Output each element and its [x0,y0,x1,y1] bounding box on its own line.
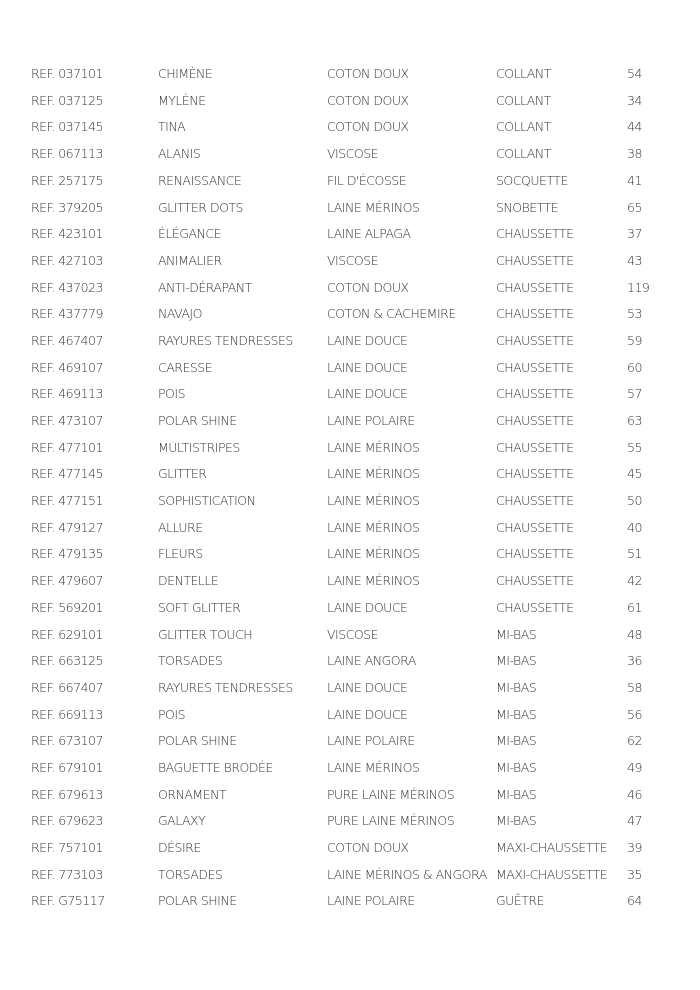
ref-cell: REF. 479135 [31,546,103,562]
name-cell: ALLURE [158,519,203,535]
ref-cell: REF. 663125 [31,653,103,669]
ref-cell: REF. 477101 [31,439,103,455]
page-number-cell: 34 [627,92,642,108]
type-cell: CHAUSSETTE [496,599,574,615]
type-cell: CHAUSSETTE [496,546,574,562]
type-cell: CHAUSSETTE [496,332,574,348]
name-cell: DÉSIRE [158,840,201,856]
table-row [31,488,661,515]
material-cell: LAINE MÉRINOS [327,439,420,455]
page-number-cell: 43 [627,252,642,268]
table-row [31,408,661,435]
material-cell: LAINE ALPAGA [327,226,411,242]
material-cell: VISCOSE [327,626,379,642]
page-number-cell: 48 [627,626,642,642]
type-cell: CHAUSSETTE [496,519,574,535]
material-cell: LAINE MÉRINOS [327,573,420,589]
page-number-cell: 61 [627,599,642,615]
ref-cell: REF. 423101 [31,226,103,242]
page-number-cell: 64 [627,893,642,909]
ref-cell: REF. 773103 [31,866,103,882]
page-number-cell: 44 [627,119,642,135]
material-cell: LAINE POLAIRE [327,893,415,909]
table-row [31,675,661,702]
material-cell: FIL D'ÉCOSSE [327,172,407,188]
type-cell: COLLANT [496,92,551,108]
page-number-cell: 46 [627,786,642,802]
table-row [31,301,661,328]
table-row [31,381,661,408]
page-number-cell: 59 [627,332,642,348]
ref-cell: REF. 437023 [31,279,103,295]
ref-cell: REF. 669113 [31,706,103,722]
type-cell: MI-BAS [496,733,537,749]
material-cell: LAINE POLAIRE [327,413,415,429]
name-cell: POIS [158,706,185,722]
name-cell: GLITTER TOUCH [158,626,253,642]
page-number-cell: 60 [627,359,642,375]
type-cell: CHAUSSETTE [496,466,574,482]
table-row [31,275,661,302]
material-cell: LAINE POLAIRE [327,733,415,749]
material-cell: LAINE DOUCE [327,359,408,375]
ref-cell: REF. 257175 [31,172,103,188]
material-cell: LAINE DOUCE [327,679,408,695]
type-cell: CHAUSSETTE [496,493,574,509]
ref-cell: REF. 479607 [31,573,103,589]
table-row [31,168,661,195]
page-number-cell: 40 [627,519,642,535]
name-cell: TORSADES [158,866,223,882]
type-cell: CHAUSSETTE [496,226,574,242]
ref-cell: REF. 679613 [31,786,103,802]
product-index-table [31,61,661,915]
product-index-rows [31,61,661,915]
type-cell: COLLANT [496,66,551,82]
material-cell: LAINE DOUCE [327,386,408,402]
table-row [31,141,661,168]
material-cell: VISCOSE [327,252,379,268]
material-cell: COTON DOUX [327,840,409,856]
page-number-cell: 58 [627,679,642,695]
ref-cell: REF. 037101 [31,66,103,82]
name-cell: ANTI-DÉRAPANT [158,279,252,295]
material-cell: PURE LAINE MÉRINOS [327,813,455,829]
type-cell: SOCQUETTE [496,172,568,188]
page-number-cell: 50 [627,493,642,509]
page-number-cell: 119 [627,279,650,295]
type-cell: MAXI-CHAUSSETTE [496,840,608,856]
type-cell: COLLANT [496,146,551,162]
name-cell: RENAISSANCE [158,172,242,188]
material-cell: LAINE DOUCE [327,332,408,348]
name-cell: POLAR SHINE [158,733,237,749]
ref-cell: REF. 037125 [31,92,103,108]
ref-cell: REF. 469107 [31,359,103,375]
ref-cell: REF. 569201 [31,599,103,615]
ref-cell: REF. 479127 [31,519,103,535]
material-cell: COTON DOUX [327,279,409,295]
page-number-cell: 41 [627,172,642,188]
ref-cell: REF. 437779 [31,306,103,322]
ref-cell: REF. 673107 [31,733,103,749]
type-cell: CHAUSSETTE [496,306,574,322]
type-cell: CHAUSSETTE [496,413,574,429]
name-cell: DENTELLE [158,573,219,589]
ref-cell: REF. 473107 [31,413,103,429]
page-number-cell: 35 [627,866,642,882]
material-cell: COTON DOUX [327,92,409,108]
page-number-cell: 56 [627,706,642,722]
name-cell: RAYURES TENDRESSES [158,679,293,695]
table-row [31,435,661,462]
name-cell: ANIMALIER [158,252,222,268]
material-cell: LAINE ANGORA [327,653,416,669]
type-cell: MI-BAS [496,706,537,722]
table-row [31,782,661,809]
ref-cell: REF. 467407 [31,332,103,348]
table-row [31,355,661,382]
table-row [31,888,661,915]
material-cell: LAINE MÉRINOS [327,466,420,482]
name-cell: GALAXY [158,813,206,829]
table-row [31,808,661,835]
ref-cell: REF. 037145 [31,119,103,135]
name-cell: SOFT GLITTER [158,599,241,615]
material-cell: LAINE MÉRINOS & ANGORA [327,866,487,882]
page-number-cell: 62 [627,733,642,749]
type-cell: MI-BAS [496,786,537,802]
type-cell: CHAUSSETTE [496,359,574,375]
name-cell: TORSADES [158,653,223,669]
type-cell: COLLANT [496,119,551,135]
table-row [31,728,661,755]
ref-cell: REF. 477151 [31,493,103,509]
page-number-cell: 36 [627,653,642,669]
name-cell: GLITTER DOTS [158,199,243,215]
page-number-cell: 63 [627,413,642,429]
type-cell: MI-BAS [496,813,537,829]
ref-cell: REF. 629101 [31,626,103,642]
type-cell: MI-BAS [496,759,537,775]
table-row [31,648,661,675]
name-cell: CHIMÈNE [158,66,213,82]
ref-cell: REF. 379205 [31,199,103,215]
name-cell: TINA [158,119,186,135]
table-row [31,702,661,729]
ref-cell: REF. 679101 [31,759,103,775]
type-cell: CHAUSSETTE [496,573,574,589]
type-cell: CHAUSSETTE [496,386,574,402]
page-number-cell: 49 [627,759,642,775]
name-cell: POLAR SHINE [158,893,237,909]
page-number-cell: 47 [627,813,642,829]
type-cell: MI-BAS [496,626,537,642]
material-cell: COTON & CACHEMIRE [327,306,456,322]
table-row [31,221,661,248]
ref-cell: REF. 067113 [31,146,103,162]
table-row [31,114,661,141]
table-row [31,248,661,275]
ref-cell: REF. 477145 [31,466,103,482]
material-cell: LAINE DOUCE [327,599,408,615]
type-cell: MI-BAS [496,653,537,669]
name-cell: NAVAJO [158,306,202,322]
page-number-cell: 39 [627,840,642,856]
type-cell: GUÊTRE [496,893,544,909]
material-cell: PURE LAINE MÉRINOS [327,786,455,802]
page-number-cell: 57 [627,386,642,402]
page-number-cell: 53 [627,306,642,322]
material-cell: LAINE MÉRINOS [327,546,420,562]
type-cell: MI-BAS [496,679,537,695]
ref-cell: REF. 427103 [31,252,103,268]
material-cell: LAINE MÉRINOS [327,493,420,509]
page-number-cell: 38 [627,146,642,162]
name-cell: RAYURES TENDRESSES [158,332,293,348]
ref-cell: REF. 679623 [31,813,103,829]
name-cell: CARESSE [158,359,213,375]
page-number-cell: 54 [627,66,642,82]
type-cell: CHAUSSETTE [496,252,574,268]
material-cell: COTON DOUX [327,119,409,135]
table-row [31,194,661,221]
type-cell: CHAUSSETTE [496,439,574,455]
ref-cell: REF. G75117 [31,893,105,909]
type-cell: MAXI-CHAUSSETTE [496,866,608,882]
material-cell: LAINE MÉRINOS [327,199,420,215]
page-number-cell: 45 [627,466,642,482]
table-row [31,461,661,488]
name-cell: POIS [158,386,185,402]
name-cell: ORNAMENT [158,786,227,802]
material-cell: LAINE MÉRINOS [327,759,420,775]
name-cell: SOPHISTICATION [158,493,256,509]
material-cell: COTON DOUX [327,66,409,82]
name-cell: BAGUETTE BRODÉE [158,759,273,775]
name-cell: GLITTER [158,466,207,482]
page-number-cell: 65 [627,199,642,215]
ref-cell: REF. 667407 [31,679,103,695]
table-row [31,568,661,595]
material-cell: LAINE DOUCE [327,706,408,722]
name-cell: MULTISTRIPES [158,439,240,455]
table-row [31,515,661,542]
page-number-cell: 55 [627,439,642,455]
table-row [31,595,661,622]
material-cell: VISCOSE [327,146,379,162]
table-row [31,88,661,115]
ref-cell: REF. 469113 [31,386,103,402]
page-number-cell: 42 [627,573,642,589]
ref-cell: REF. 757101 [31,840,103,856]
name-cell: POLAR SHINE [158,413,237,429]
type-cell: CHAUSSETTE [496,279,574,295]
table-row [31,328,661,355]
name-cell: ÉLÉGANCE [158,226,221,242]
page-number-cell: 51 [627,546,642,562]
table-row [31,621,661,648]
type-cell: SNOBETTE [496,199,559,215]
table-row [31,755,661,782]
table-row [31,61,661,88]
name-cell: ALANIS [158,146,201,162]
table-row [31,541,661,568]
material-cell: LAINE MÉRINOS [327,519,420,535]
page-number-cell: 37 [627,226,642,242]
table-row [31,835,661,862]
name-cell: MYLÈNE [158,92,206,108]
name-cell: FLEURS [158,546,203,562]
table-row [31,862,661,889]
